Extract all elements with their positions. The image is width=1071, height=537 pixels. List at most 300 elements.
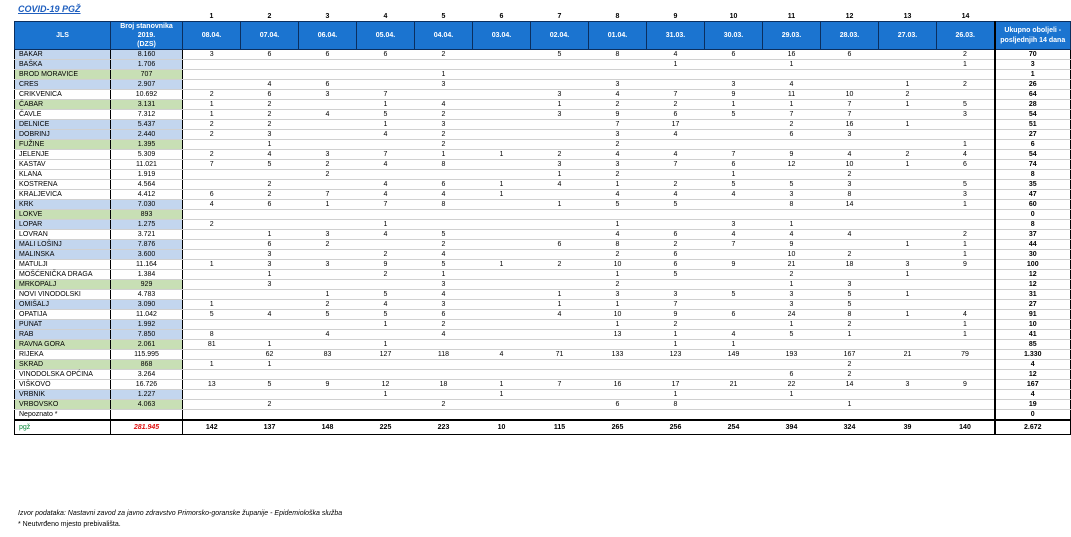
case-count-cell: 4 (589, 150, 647, 160)
case-count-cell (357, 170, 415, 180)
population-cell: 7.312 (111, 110, 183, 120)
case-count-cell (705, 370, 763, 380)
sum-row (15, 420, 1071, 435)
case-count-cell (531, 140, 589, 150)
case-count-cell: 3 (531, 90, 589, 100)
population-cell: 7.850 (111, 330, 183, 340)
case-count-cell: 3 (879, 380, 937, 390)
sum-cell: 225 (357, 420, 415, 435)
table-row (15, 380, 1071, 390)
case-count-cell (763, 410, 821, 421)
column-number: 13 (903, 13, 912, 20)
population-cell (111, 410, 183, 421)
case-count-cell: 21 (763, 260, 821, 270)
case-count-cell (705, 400, 763, 410)
case-count-cell (821, 220, 879, 230)
case-count-cell: 5 (415, 230, 473, 240)
column-number: 2 (267, 13, 272, 20)
column-number: 3 (325, 13, 330, 20)
case-count-cell (473, 170, 531, 180)
case-count-cell (821, 240, 879, 250)
case-count-cell (531, 330, 589, 340)
table-row (15, 310, 1071, 320)
case-count-cell: 4 (821, 230, 879, 240)
case-count-cell (763, 140, 821, 150)
case-count-cell (647, 220, 705, 230)
case-count-cell: 2 (821, 360, 879, 370)
case-count-cell: 2 (299, 170, 357, 180)
case-count-cell (473, 130, 531, 140)
case-count-cell: 1 (647, 390, 705, 400)
case-count-cell: 2 (647, 180, 705, 190)
total-cell: 8 (995, 220, 1071, 230)
case-count-cell: 1 (241, 360, 299, 370)
case-count-cell (705, 60, 763, 70)
case-count-cell (473, 320, 531, 330)
covid-table (14, 12, 1071, 435)
case-count-cell: 1 (879, 120, 937, 130)
population-cell: 7.030 (111, 200, 183, 210)
case-count-cell: 6 (531, 240, 589, 250)
case-count-cell (299, 220, 357, 230)
table-row (15, 350, 1071, 360)
case-count-cell: 5 (763, 330, 821, 340)
population-cell: 3.131 (111, 100, 183, 110)
total-cell: 31 (995, 290, 1071, 300)
case-count-cell (183, 280, 241, 290)
case-count-cell (473, 90, 531, 100)
case-count-cell: 16 (821, 120, 879, 130)
case-count-cell: 6 (705, 310, 763, 320)
header-date: 30.03. (705, 22, 763, 50)
sum-cell: 39 (879, 420, 937, 435)
case-count-cell: 2 (589, 140, 647, 150)
case-count-cell (241, 210, 299, 220)
case-count-cell: 1 (589, 180, 647, 190)
case-count-cell: 6 (589, 400, 647, 410)
case-count-cell: 167 (821, 350, 879, 360)
table-row (15, 330, 1071, 340)
case-count-cell (473, 270, 531, 280)
case-count-cell: 3 (299, 230, 357, 240)
case-count-cell (705, 70, 763, 80)
municipality-name: BAKAR (15, 50, 111, 60)
case-count-cell: 6 (357, 50, 415, 60)
case-count-cell: 6 (241, 90, 299, 100)
case-count-cell (879, 370, 937, 380)
case-count-cell (937, 360, 995, 370)
header-population-line1: Broj stanovnika (120, 23, 173, 30)
case-count-cell: 1 (357, 120, 415, 130)
case-count-cell: 4 (415, 190, 473, 200)
total-cell: 10 (995, 320, 1071, 330)
header-date: 04.04. (415, 22, 473, 50)
case-count-cell (647, 280, 705, 290)
municipality-name: VRBOVSKO (15, 400, 111, 410)
case-count-cell: 1 (879, 290, 937, 300)
case-count-cell: 5 (937, 180, 995, 190)
case-count-cell (299, 140, 357, 150)
case-count-cell (357, 240, 415, 250)
case-count-cell (763, 400, 821, 410)
case-count-cell: 4 (937, 310, 995, 320)
case-count-cell (299, 60, 357, 70)
case-count-cell (705, 360, 763, 370)
case-count-cell: 9 (299, 380, 357, 390)
column-number: 8 (615, 13, 620, 20)
case-count-cell: 4 (241, 80, 299, 90)
case-count-cell (241, 390, 299, 400)
total-cell: 64 (995, 90, 1071, 100)
column-number-row (15, 12, 1071, 22)
table-row (15, 290, 1071, 300)
total-cell: 91 (995, 310, 1071, 320)
case-count-cell (183, 140, 241, 150)
case-count-cell: 2 (937, 50, 995, 60)
case-count-cell: 6 (241, 200, 299, 210)
case-count-cell (299, 70, 357, 80)
case-count-cell (299, 320, 357, 330)
total-cell: 60 (995, 200, 1071, 210)
case-count-cell: 2 (415, 240, 473, 250)
population-cell: 3.600 (111, 250, 183, 260)
municipality-name: RIJEKA (15, 350, 111, 360)
sum-cell: 142 (183, 420, 241, 435)
municipality-name: ČABAR (15, 100, 111, 110)
case-count-cell (415, 340, 473, 350)
case-count-cell (473, 280, 531, 290)
total-cell: 8 (995, 170, 1071, 180)
case-count-cell: 3 (705, 80, 763, 90)
population-cell: 1.992 (111, 320, 183, 330)
municipality-name: CRIKVENICA (15, 90, 111, 100)
case-count-cell: 1 (763, 220, 821, 230)
case-count-cell: 9 (763, 150, 821, 160)
total-cell: 12 (995, 280, 1071, 290)
population-cell: 11.021 (111, 160, 183, 170)
case-count-cell: 2 (415, 400, 473, 410)
case-count-cell: 22 (763, 380, 821, 390)
case-count-cell: 2 (241, 100, 299, 110)
case-count-cell: 7 (647, 300, 705, 310)
case-count-cell: 14 (821, 200, 879, 210)
total-cell: 44 (995, 240, 1071, 250)
case-count-cell: 3 (299, 260, 357, 270)
municipality-name: KLANA (15, 170, 111, 180)
case-count-cell (705, 280, 763, 290)
population-cell: 4.564 (111, 180, 183, 190)
case-count-cell: 1 (473, 190, 531, 200)
table-row (15, 60, 1071, 70)
case-count-cell: 6 (937, 160, 995, 170)
population-cell: 893 (111, 210, 183, 220)
case-count-cell: 6 (241, 240, 299, 250)
table-row (15, 220, 1071, 230)
column-number: 1 (209, 13, 214, 20)
case-count-cell: 6 (241, 50, 299, 60)
case-count-cell: 6 (763, 130, 821, 140)
case-count-cell: 5 (299, 310, 357, 320)
case-count-cell (241, 220, 299, 230)
case-count-cell: 3 (299, 90, 357, 100)
total-cell: 27 (995, 130, 1071, 140)
population-cell: 2.907 (111, 80, 183, 90)
table-row (15, 50, 1071, 60)
case-count-cell: 1 (531, 200, 589, 210)
case-count-cell (357, 210, 415, 220)
case-count-cell (879, 200, 937, 210)
case-count-cell: 1 (415, 150, 473, 160)
population-cell: 115.995 (111, 350, 183, 360)
case-count-cell (821, 210, 879, 220)
case-count-cell: 4 (937, 150, 995, 160)
header-total (995, 22, 1071, 50)
case-count-cell: 2 (183, 90, 241, 100)
case-count-cell (241, 300, 299, 310)
table-row (15, 190, 1071, 200)
case-count-cell: 1 (937, 60, 995, 70)
case-count-cell (299, 390, 357, 400)
case-count-cell (763, 210, 821, 220)
sum-label: pgž (15, 420, 111, 435)
sum-cell: 137 (241, 420, 299, 435)
case-count-cell (589, 60, 647, 70)
case-count-cell: 13 (183, 380, 241, 390)
header-date: 27.03. (879, 22, 937, 50)
case-count-cell: 5 (821, 300, 879, 310)
case-count-cell: 1 (415, 70, 473, 80)
case-count-cell: 6 (705, 50, 763, 60)
population-cell: 2.440 (111, 130, 183, 140)
case-count-cell (879, 190, 937, 200)
total-cell: 54 (995, 110, 1071, 120)
case-count-cell (531, 190, 589, 200)
header-date: 07.04. (241, 22, 299, 50)
case-count-cell: 1 (763, 100, 821, 110)
case-count-cell (299, 280, 357, 290)
case-count-cell (473, 220, 531, 230)
case-count-cell: 8 (415, 200, 473, 210)
population-cell: 3.090 (111, 300, 183, 310)
case-count-cell: 5 (821, 290, 879, 300)
header-total-line1: Ukupno oboljeli - (1004, 26, 1062, 34)
case-count-cell (937, 220, 995, 230)
case-count-cell: 7 (357, 200, 415, 210)
case-count-cell: 4 (415, 250, 473, 260)
case-count-cell: 1 (473, 150, 531, 160)
case-count-cell (299, 340, 357, 350)
case-count-cell: 1 (647, 340, 705, 350)
total-cell: 30 (995, 250, 1071, 260)
case-count-cell: 4 (589, 90, 647, 100)
case-count-cell: 18 (415, 380, 473, 390)
case-count-cell (879, 340, 937, 350)
case-count-cell (705, 120, 763, 130)
case-count-cell: 8 (763, 200, 821, 210)
municipality-name: MATULJI (15, 260, 111, 270)
case-count-cell (879, 250, 937, 260)
case-count-cell: 2 (821, 370, 879, 380)
case-count-cell: 4 (763, 230, 821, 240)
case-count-cell (415, 370, 473, 380)
municipality-name: DOBRINJ (15, 130, 111, 140)
case-count-cell (531, 220, 589, 230)
case-count-cell: 1 (183, 100, 241, 110)
case-count-cell (183, 210, 241, 220)
case-count-cell: 193 (763, 350, 821, 360)
case-count-cell: 1 (299, 200, 357, 210)
case-count-cell: 2 (589, 250, 647, 260)
table-row (15, 90, 1071, 100)
case-count-cell (531, 60, 589, 70)
case-count-cell: 5 (705, 180, 763, 190)
case-count-cell: 1 (473, 260, 531, 270)
case-count-cell: 2 (879, 90, 937, 100)
case-count-cell: 3 (531, 110, 589, 120)
case-count-cell (415, 410, 473, 421)
case-count-cell: 1 (763, 60, 821, 70)
case-count-cell: 1 (879, 100, 937, 110)
total-cell: 4 (995, 360, 1071, 370)
population-cell: 1.395 (111, 140, 183, 150)
case-count-cell (705, 270, 763, 280)
case-count-cell (763, 360, 821, 370)
case-count-cell (647, 70, 705, 80)
total-cell: 19 (995, 400, 1071, 410)
case-count-cell (473, 200, 531, 210)
case-count-cell (531, 120, 589, 130)
case-count-cell: 2 (183, 120, 241, 130)
case-count-cell (879, 300, 937, 310)
table-row (15, 260, 1071, 270)
case-count-cell (531, 370, 589, 380)
case-count-cell: 12 (763, 160, 821, 170)
case-count-cell: 1 (183, 360, 241, 370)
case-count-cell: 21 (879, 350, 937, 360)
table-row (15, 80, 1071, 90)
case-count-cell (473, 300, 531, 310)
case-count-cell: 4 (357, 230, 415, 240)
table-row (15, 140, 1071, 150)
case-count-cell (705, 200, 763, 210)
case-count-cell (763, 70, 821, 80)
case-count-cell: 3 (879, 260, 937, 270)
case-count-cell: 17 (647, 380, 705, 390)
case-count-cell (415, 60, 473, 70)
table-row (15, 340, 1071, 350)
case-count-cell (415, 360, 473, 370)
case-count-cell (357, 360, 415, 370)
case-count-cell (357, 330, 415, 340)
case-count-cell (531, 320, 589, 330)
case-count-cell: 2 (415, 110, 473, 120)
case-count-cell: 8 (821, 310, 879, 320)
case-count-cell: 3 (531, 160, 589, 170)
source-footnote: Izvor podataka: Nastavni zavod za javno zdravstvo Primorsko-goranske županije - Epidemiološka služba (18, 510, 343, 517)
case-count-cell: 1 (241, 270, 299, 280)
municipality-name: ČAVLE (15, 110, 111, 120)
total-cell: 70 (995, 50, 1071, 60)
case-count-cell: 7 (531, 380, 589, 390)
total-cell: 37 (995, 230, 1071, 240)
case-count-cell (705, 140, 763, 150)
case-count-cell: 2 (415, 50, 473, 60)
total-cell: 3 (995, 60, 1071, 70)
case-count-cell (705, 300, 763, 310)
total-cell: 12 (995, 270, 1071, 280)
case-count-cell: 149 (705, 350, 763, 360)
case-count-cell: 3 (647, 290, 705, 300)
case-count-cell (183, 400, 241, 410)
case-count-cell: 6 (415, 180, 473, 190)
total-cell: 27 (995, 300, 1071, 310)
case-count-cell (647, 410, 705, 421)
case-count-cell (879, 50, 937, 60)
case-count-cell: 1 (879, 160, 937, 170)
municipality-name: BROD MORAVICE (15, 70, 111, 80)
sum-cell: 223 (415, 420, 473, 435)
case-count-cell (473, 70, 531, 80)
case-count-cell: 1 (589, 270, 647, 280)
case-count-cell: 79 (937, 350, 995, 360)
case-count-cell (937, 280, 995, 290)
case-count-cell (589, 70, 647, 80)
case-count-cell (821, 270, 879, 280)
header-date: 01.04. (589, 22, 647, 50)
municipality-name: OPATIJA (15, 310, 111, 320)
case-count-cell: 1 (473, 390, 531, 400)
case-count-cell: 2 (299, 300, 357, 310)
case-count-cell: 1 (937, 240, 995, 250)
column-number: 14 (961, 13, 970, 20)
case-count-cell (937, 300, 995, 310)
case-count-cell: 7 (821, 100, 879, 110)
table-row (15, 230, 1071, 240)
case-count-cell: 2 (937, 230, 995, 240)
case-count-cell: 6 (647, 260, 705, 270)
header-date: 06.04. (299, 22, 357, 50)
case-count-cell (183, 320, 241, 330)
case-count-cell (531, 250, 589, 260)
case-count-cell: 1 (531, 170, 589, 180)
case-count-cell: 4 (647, 190, 705, 200)
case-count-cell (879, 210, 937, 220)
case-count-cell: 8 (821, 190, 879, 200)
case-count-cell: 6 (299, 80, 357, 90)
population-cell: 11.042 (111, 310, 183, 320)
column-number: 5 (441, 13, 446, 20)
table-row (15, 240, 1071, 250)
case-count-cell: 5 (241, 380, 299, 390)
municipality-name: VINODOLSKA OPĆINA (15, 370, 111, 380)
sum-total: 2.672 (995, 420, 1071, 435)
population-cell: 1.275 (111, 220, 183, 230)
population-cell: 929 (111, 280, 183, 290)
case-count-cell: 6 (647, 230, 705, 240)
case-count-cell: 3 (821, 130, 879, 140)
case-count-cell: 1 (647, 60, 705, 70)
case-count-cell: 2 (415, 140, 473, 150)
table-row (15, 280, 1071, 290)
case-count-cell: 10 (821, 90, 879, 100)
case-count-cell (821, 340, 879, 350)
case-count-cell (357, 70, 415, 80)
case-count-cell: 1 (299, 290, 357, 300)
case-count-cell (531, 340, 589, 350)
case-count-cell: 13 (589, 330, 647, 340)
sum-cell: 254 (705, 420, 763, 435)
case-count-cell: 1 (705, 100, 763, 110)
